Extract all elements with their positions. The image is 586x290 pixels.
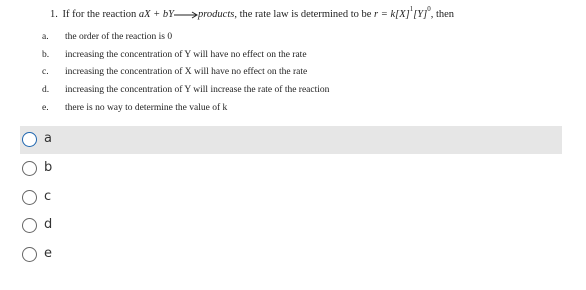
answer-option-label[interactable]: c bbox=[44, 189, 52, 204]
answer-option-a[interactable] bbox=[20, 126, 562, 154]
answer-option-label[interactable]: e bbox=[44, 246, 52, 261]
rate-law-y: [Y] bbox=[413, 9, 428, 20]
choice-letter: a. bbox=[42, 32, 49, 42]
choice-text: increasing the concentration of Y will increase the rate of the reaction bbox=[65, 85, 330, 96]
choice-item bbox=[42, 48, 542, 66]
radio-button[interactable] bbox=[22, 161, 37, 176]
question-prefix: If for the reaction bbox=[62, 9, 137, 20]
equation-products: products bbox=[197, 9, 235, 20]
rate-law-exponent-y: 0 bbox=[427, 5, 431, 13]
choice-item bbox=[42, 83, 542, 101]
radio-button[interactable] bbox=[22, 132, 37, 147]
choice-letter: c. bbox=[42, 67, 49, 78]
radio-button[interactable] bbox=[22, 218, 37, 233]
choice-letter: b. bbox=[42, 49, 50, 60]
answer-option-b[interactable] bbox=[20, 155, 562, 183]
choice-letter: e. bbox=[42, 102, 49, 113]
rate-law-start: r = k[X] bbox=[374, 9, 410, 20]
choice-item bbox=[42, 65, 542, 83]
question-number: 1. bbox=[50, 9, 58, 20]
question-stem bbox=[50, 5, 570, 20]
answer-option-d[interactable] bbox=[20, 212, 562, 240]
choice-list bbox=[42, 30, 542, 118]
choice-letter: d. bbox=[42, 85, 50, 96]
answer-option-label[interactable]: b bbox=[44, 160, 53, 175]
answer-option-label[interactable]: a bbox=[44, 131, 52, 146]
question-middle: , the rate law is determined to be bbox=[234, 9, 372, 20]
question-suffix: , then bbox=[430, 9, 455, 20]
choice-text: increasing the concentration of Y will have no effect on the rate bbox=[65, 49, 307, 60]
radio-button[interactable] bbox=[22, 190, 37, 205]
radio-button[interactable] bbox=[22, 247, 37, 262]
choice-text: the order of the reaction is 0 bbox=[65, 32, 173, 42]
answer-option-label[interactable]: d bbox=[44, 217, 53, 232]
rate-law-exponent-x: 1 bbox=[409, 5, 414, 13]
equation-reactants: aX + bY bbox=[138, 9, 174, 20]
choice-text: there is no way to determine the value of k bbox=[65, 102, 228, 113]
answer-option-c[interactable] bbox=[20, 184, 562, 212]
choice-item bbox=[42, 101, 542, 119]
choice-item bbox=[42, 30, 542, 48]
reaction-arrow-icon bbox=[174, 11, 198, 19]
choice-text: increasing the concentration of X will have no effect on the rate bbox=[65, 67, 308, 78]
answer-option-e[interactable] bbox=[20, 241, 562, 269]
